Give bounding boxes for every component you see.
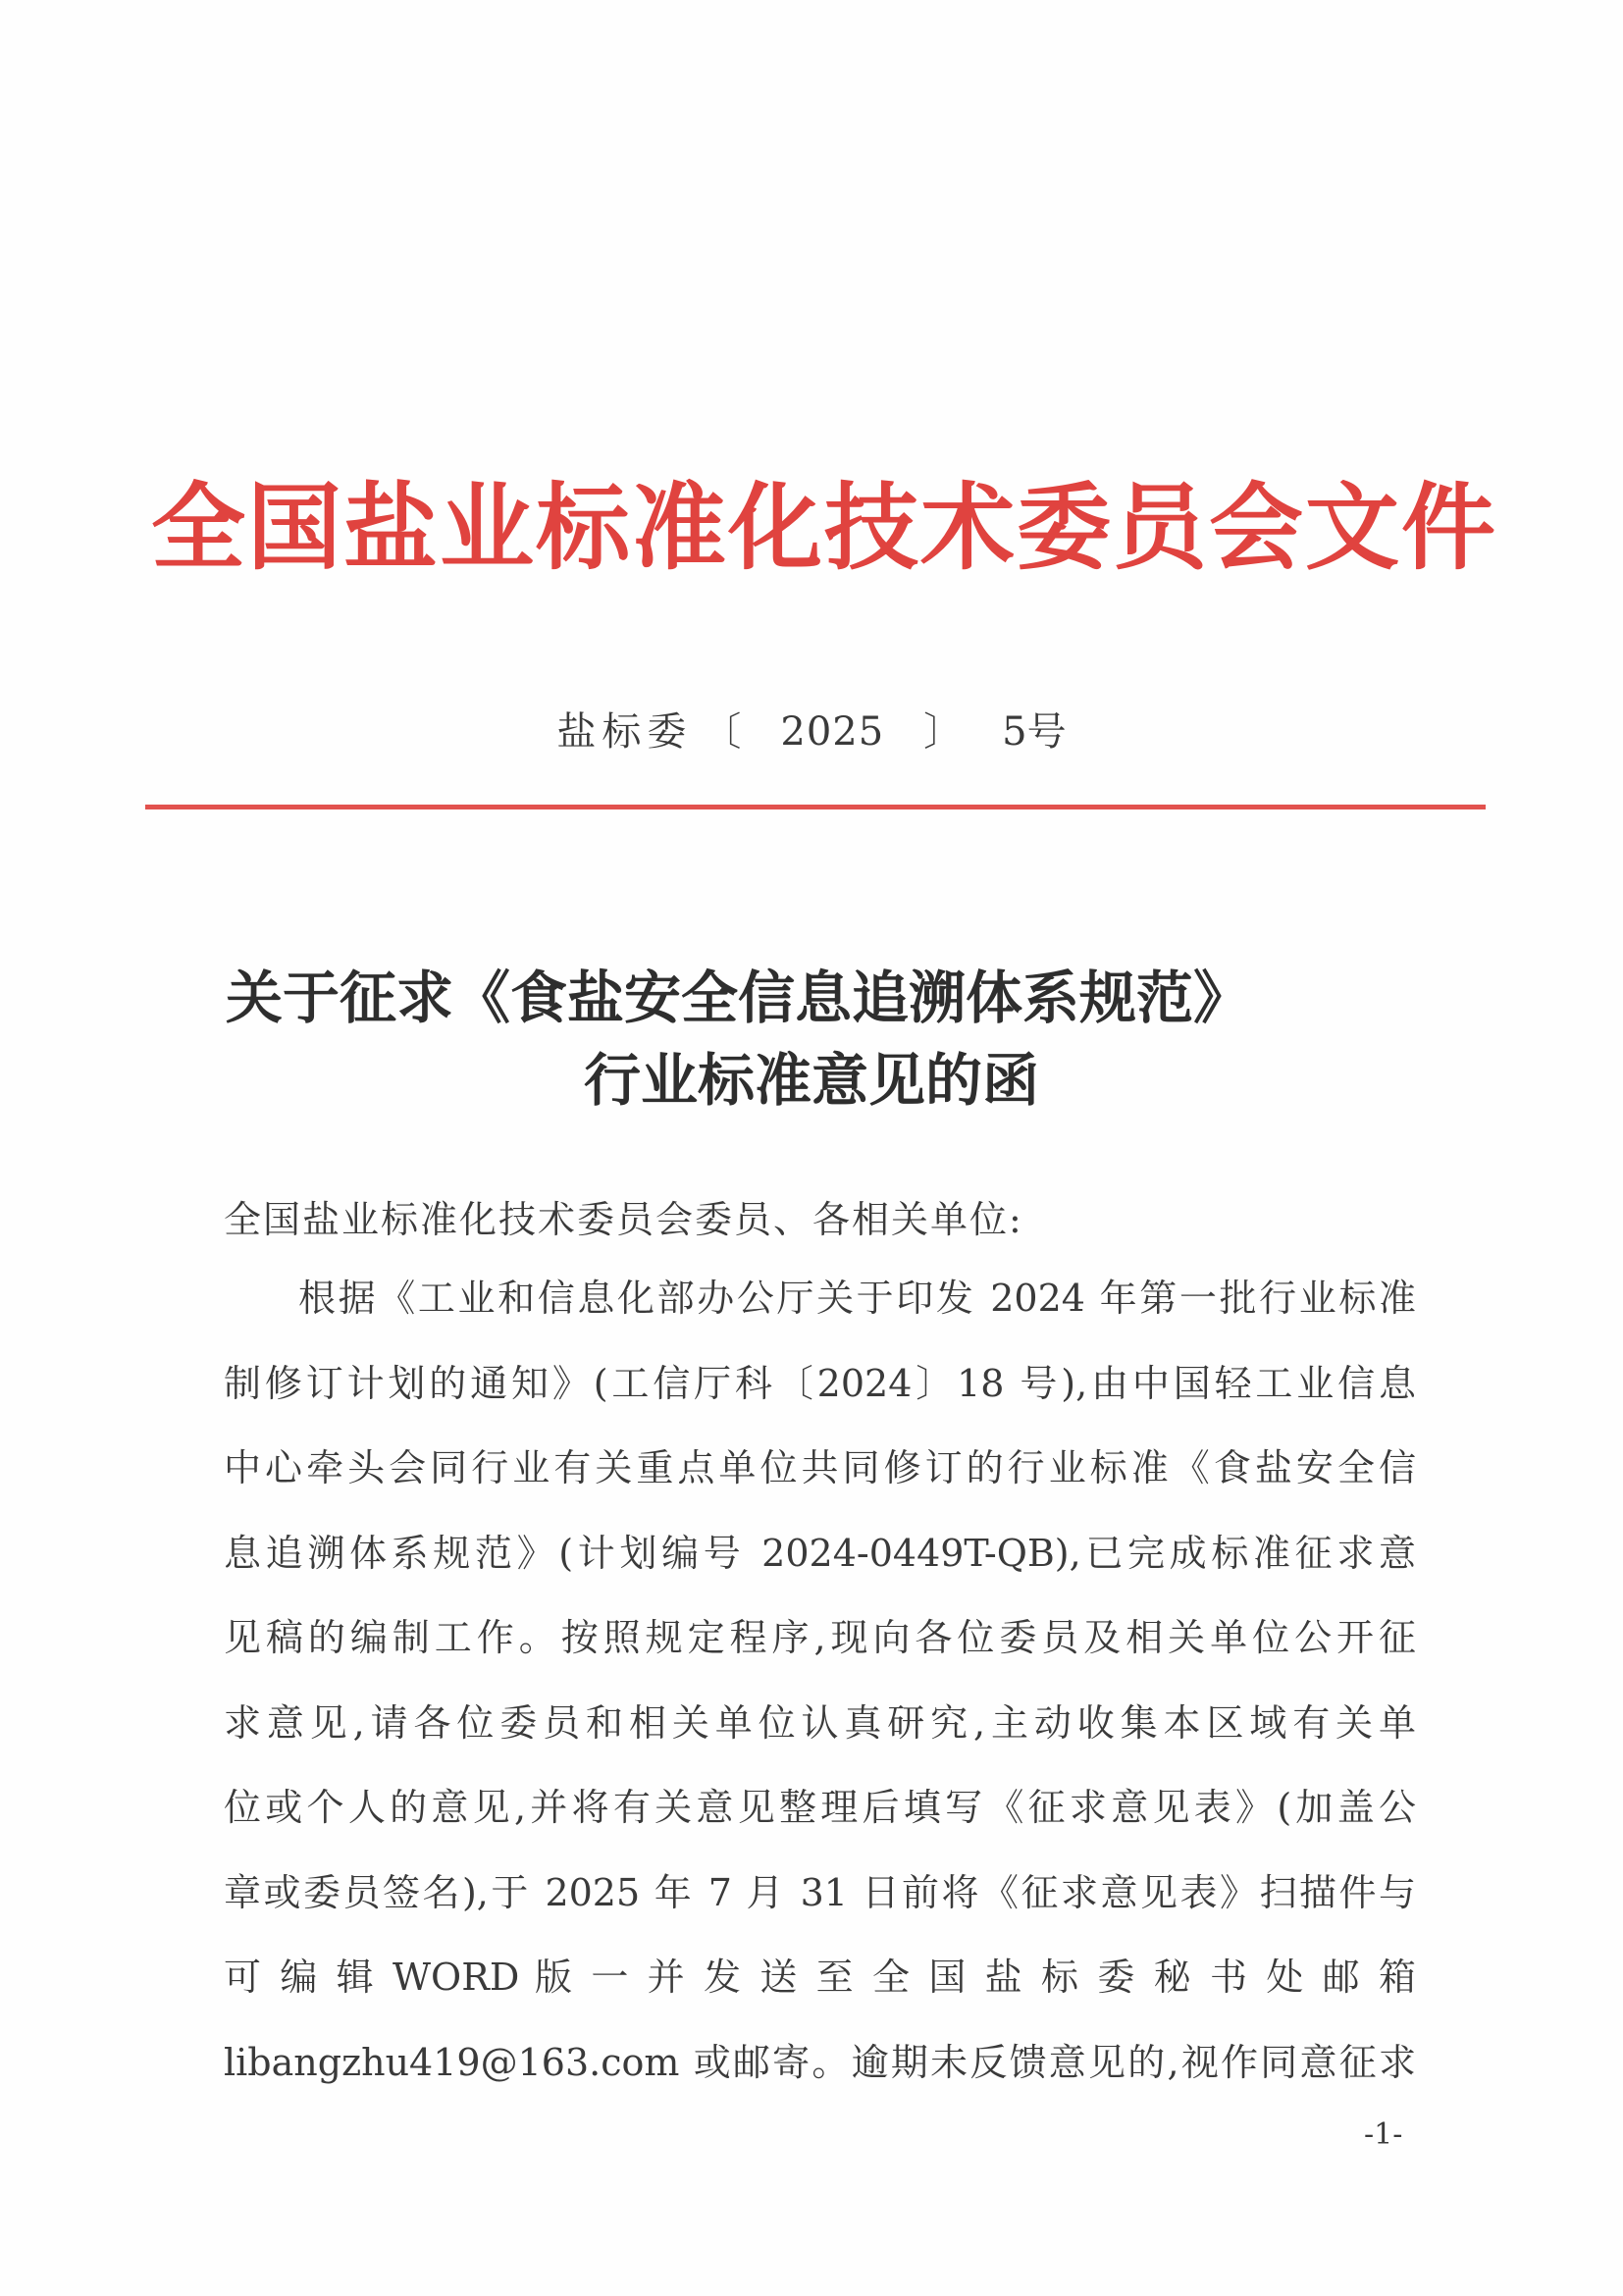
page-number: -1- bbox=[1364, 2117, 1403, 2152]
body-line: 位或个人的意见,并将有关意见整理后填写《征求意见表》(加盖公 bbox=[224, 1786, 1416, 1829]
doc-number-open-bracket: 〔 bbox=[702, 709, 742, 755]
doc-number-value: 5 bbox=[1002, 709, 1027, 755]
body-line: 中心牵头会同行业有关重点单位共同修订的行业标准《食盐安全信 bbox=[224, 1446, 1416, 1489]
doc-number-prefix: 盐标委 bbox=[556, 709, 693, 755]
doc-number-close-bracket: 〕 bbox=[923, 709, 964, 755]
body-line: 制修订计划的通知》(工信厅科〔2024〕18 号),由中国轻工业信息 bbox=[224, 1361, 1416, 1405]
body-line: 章或委员签名),于 2025 年 7 月 31 日前将《征求意见表》扫描件与 bbox=[224, 1870, 1416, 1914]
subject-line-2: 行业标准意见的函 bbox=[583, 1047, 1039, 1114]
doc-number-suffix: 号 bbox=[1026, 709, 1067, 755]
red-divider-rule bbox=[145, 805, 1486, 809]
document-number bbox=[0, 701, 1623, 757]
salutation: 全国盐业标准化技术委员会委员、各相关单位: bbox=[224, 1198, 1023, 1241]
body-line: 息追溯体系规范》(计划编号 2024-0449T-QB),已完成标准征求意 bbox=[224, 1531, 1416, 1575]
body-line: 求意见,请各位委员和相关单位认真研究,主动收集本区域有关单 bbox=[224, 1700, 1416, 1745]
body-line: 根据《工业和信息化部办公厅关于印发 2024 年第一批行业标准 bbox=[298, 1277, 1416, 1320]
document-header-title: 全国盐业标准化技术委员会文件 bbox=[151, 473, 1497, 583]
body-line: libangzhu419@163.com 或邮寄。逾期未反馈意见的,视作同意征求 bbox=[224, 2040, 1416, 2084]
body-line: 可 编 辑 WORD 版 一 并 发 送 至 全 国 盐 标 委 秘 书 处 邮 箱 bbox=[224, 1956, 1416, 1999]
doc-number-year: 2025 bbox=[780, 709, 885, 755]
document-subject bbox=[0, 957, 1623, 1122]
subject-line-1: 关于征求《食盐安全信息追溯体系规范》 bbox=[225, 965, 1250, 1031]
body-line: 见稿的编制工作。按照规定程序,现向各位委员及相关单位公开征 bbox=[224, 1616, 1416, 1659]
body-paragraph bbox=[224, 1256, 1416, 2105]
